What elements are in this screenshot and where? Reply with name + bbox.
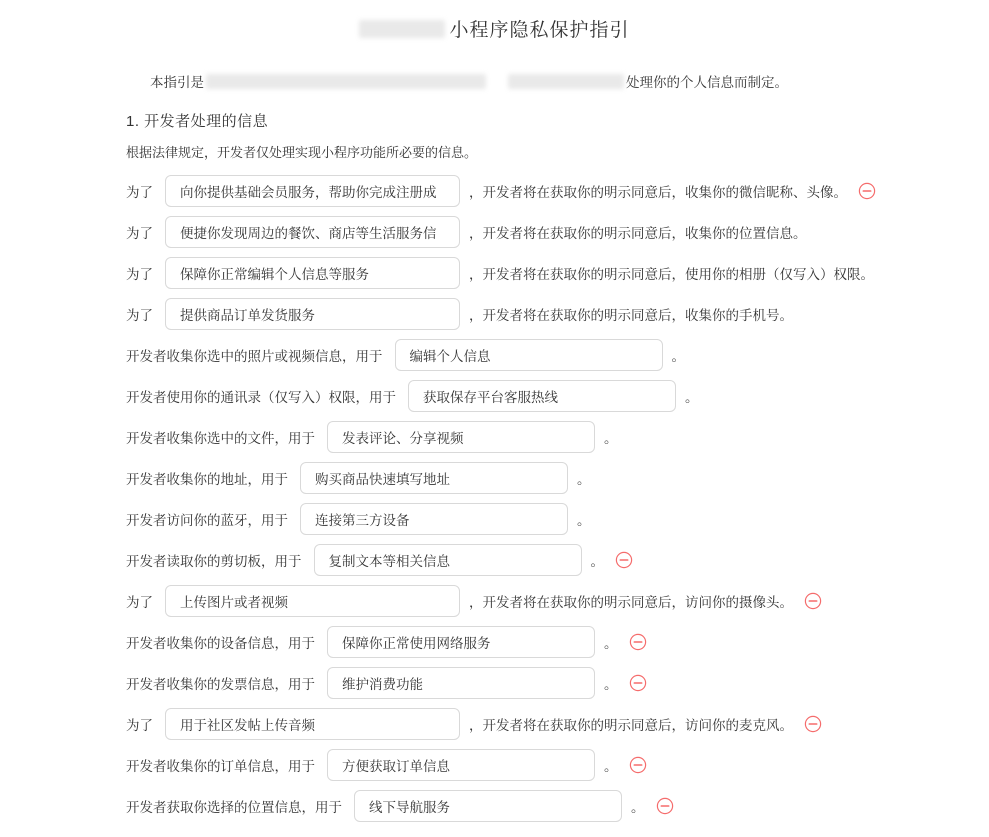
- purpose-value: 线下导航服务: [369, 800, 450, 815]
- row-prefix-label: 开发者收集你选中的文件，用于: [126, 431, 315, 446]
- purpose-value: 提供商品订单发货服务: [180, 308, 315, 323]
- row-prefix-label: 开发者获取你选择的位置信息，用于: [126, 800, 342, 815]
- info-row-14: [126, 708, 969, 740]
- remove-row-button[interactable]: [629, 633, 647, 651]
- row-prefix-label: 开发者收集你的发票信息，用于: [126, 677, 315, 692]
- info-row-8: [126, 462, 969, 494]
- row-prefix-label: 开发者收集你选中的照片或视频信息，用于: [126, 349, 383, 364]
- purpose-value: 用于社区发帖上传音频: [180, 718, 315, 733]
- info-row-16: [126, 790, 969, 822]
- row-prefix-label: 开发者收集你的地址，用于: [126, 472, 288, 487]
- purpose-input[interactable]: [165, 708, 460, 740]
- purpose-input[interactable]: [165, 585, 460, 617]
- minus-circle-icon: [629, 756, 647, 774]
- info-row-3: [126, 257, 969, 289]
- purpose-value: 购买商品快速填写地址: [315, 472, 450, 487]
- purpose-value: 方便获取订单信息: [342, 759, 450, 774]
- info-row-11: [126, 585, 969, 617]
- minus-circle-icon: [615, 551, 633, 569]
- info-row-5: [126, 339, 969, 371]
- purpose-input[interactable]: [327, 749, 595, 781]
- row-suffix-label: ，开发者将在获取你的明示同意后，访问你的麦克风。: [469, 718, 793, 733]
- info-row-1: [126, 175, 969, 207]
- purpose-input[interactable]: [165, 175, 460, 207]
- redacted-text: [508, 74, 624, 89]
- info-row-10: [126, 544, 969, 576]
- minus-circle-icon: [629, 633, 647, 651]
- row-prefix-label: 为了: [126, 595, 153, 610]
- purpose-value: 向你提供基础会员服务，帮助你完成注册成: [180, 185, 437, 200]
- purpose-value: 保障你正常编辑个人信息等服务: [180, 267, 369, 282]
- info-row-2: [126, 216, 969, 248]
- info-row-6: [126, 380, 969, 412]
- info-row-12: [126, 626, 969, 658]
- purpose-value: 复制文本等相关信息: [328, 554, 450, 569]
- purpose-input[interactable]: [165, 298, 460, 330]
- row-suffix-label: 。: [604, 431, 618, 446]
- info-row-4: [126, 298, 969, 330]
- row-suffix-label: ，开发者将在获取你的明示同意后，收集你的位置信息。: [469, 226, 807, 241]
- row-suffix-label: 。: [577, 472, 591, 487]
- page-title: [20, 18, 969, 44]
- minus-circle-icon: [656, 797, 674, 815]
- row-suffix-label: ，开发者将在获取你的明示同意后，访问你的摄像头。: [469, 595, 793, 610]
- section-heading: 1. 开发者处理的信息: [126, 113, 269, 130]
- info-row-9: [126, 503, 969, 535]
- row-suffix-label: 。: [590, 554, 604, 569]
- purpose-value: 维护消费功能: [342, 677, 423, 692]
- intro-paragraph: [150, 74, 969, 92]
- row-suffix-label: 。: [604, 759, 618, 774]
- row-prefix-label: 为了: [126, 226, 153, 241]
- row-suffix-label: 。: [577, 513, 591, 528]
- row-prefix-label: 开发者收集你的订单信息，用于: [126, 759, 315, 774]
- purpose-input[interactable]: [300, 462, 568, 494]
- purpose-value: 连接第三方设备: [315, 513, 410, 528]
- redacted-app-name: [359, 20, 445, 38]
- redacted-text: [206, 74, 486, 89]
- purpose-input[interactable]: [327, 667, 595, 699]
- purpose-input[interactable]: [314, 544, 582, 576]
- row-suffix-label: 。: [631, 800, 645, 815]
- remove-row-button[interactable]: [858, 182, 876, 200]
- row-suffix-label: ，开发者将在获取你的明示同意后，收集你的微信昵称、头像。: [469, 185, 847, 200]
- row-suffix-label: 。: [604, 677, 618, 692]
- info-row-13: [126, 667, 969, 699]
- purpose-value: 便捷你发现周边的餐饮、商店等生活服务信: [180, 226, 437, 241]
- row-suffix-label: 。: [671, 349, 685, 364]
- row-suffix-label: ，开发者将在获取你的明示同意后，收集你的手机号。: [469, 308, 793, 323]
- row-prefix-label: 开发者收集你的设备信息，用于: [126, 636, 315, 651]
- row-prefix-label: 为了: [126, 308, 153, 323]
- purpose-input[interactable]: [327, 421, 595, 453]
- remove-row-button[interactable]: [656, 797, 674, 815]
- purpose-value: 保障你正常使用网络服务: [342, 636, 491, 651]
- remove-row-button[interactable]: [629, 756, 647, 774]
- minus-circle-icon: [804, 592, 822, 610]
- row-prefix-label: 为了: [126, 267, 153, 282]
- purpose-input[interactable]: [395, 339, 663, 371]
- intro-prefix: 本指引是: [150, 75, 204, 90]
- row-prefix-label: 开发者使用你的通讯录（仅写入）权限，用于: [126, 390, 396, 405]
- purpose-value: 上传图片或者视频: [180, 595, 288, 610]
- row-suffix-label: 。: [685, 390, 699, 405]
- remove-row-button[interactable]: [804, 715, 822, 733]
- row-prefix-label: 为了: [126, 185, 153, 200]
- purpose-value: 发表评论、分享视频: [342, 431, 464, 446]
- info-row-7: [126, 421, 969, 453]
- purpose-input[interactable]: [354, 790, 622, 822]
- purpose-input[interactable]: [300, 503, 568, 535]
- purpose-input[interactable]: [165, 216, 460, 248]
- intro-suffix: 处理你的个人信息而制定。: [626, 75, 788, 90]
- minus-circle-icon: [629, 674, 647, 692]
- purpose-input[interactable]: [165, 257, 460, 289]
- row-suffix-label: 。: [604, 636, 618, 651]
- purpose-value: 获取保存平台客服热线: [423, 390, 558, 405]
- remove-row-button[interactable]: [629, 674, 647, 692]
- minus-circle-icon: [858, 182, 876, 200]
- row-suffix-label: ，开发者将在获取你的明示同意后，使用你的相册（仅写入）权限。: [469, 267, 874, 282]
- info-rows: [126, 175, 969, 822]
- row-prefix-label: 开发者访问你的蓝牙，用于: [126, 513, 288, 528]
- remove-row-button[interactable]: [804, 592, 822, 610]
- remove-row-button[interactable]: [615, 551, 633, 569]
- purpose-input[interactable]: [327, 626, 595, 658]
- row-prefix-label: 开发者读取你的剪切板，用于: [126, 554, 302, 569]
- purpose-input[interactable]: [408, 380, 676, 412]
- row-prefix-label: 为了: [126, 718, 153, 733]
- page-title-text: 小程序隐私保护指引: [449, 20, 630, 41]
- info-row-15: [126, 749, 969, 781]
- purpose-value: 编辑个人信息: [409, 349, 491, 364]
- minus-circle-icon: [804, 715, 822, 733]
- section-description: 根据法律规定，开发者仅处理实现小程序功能所必要的信息。: [126, 145, 478, 160]
